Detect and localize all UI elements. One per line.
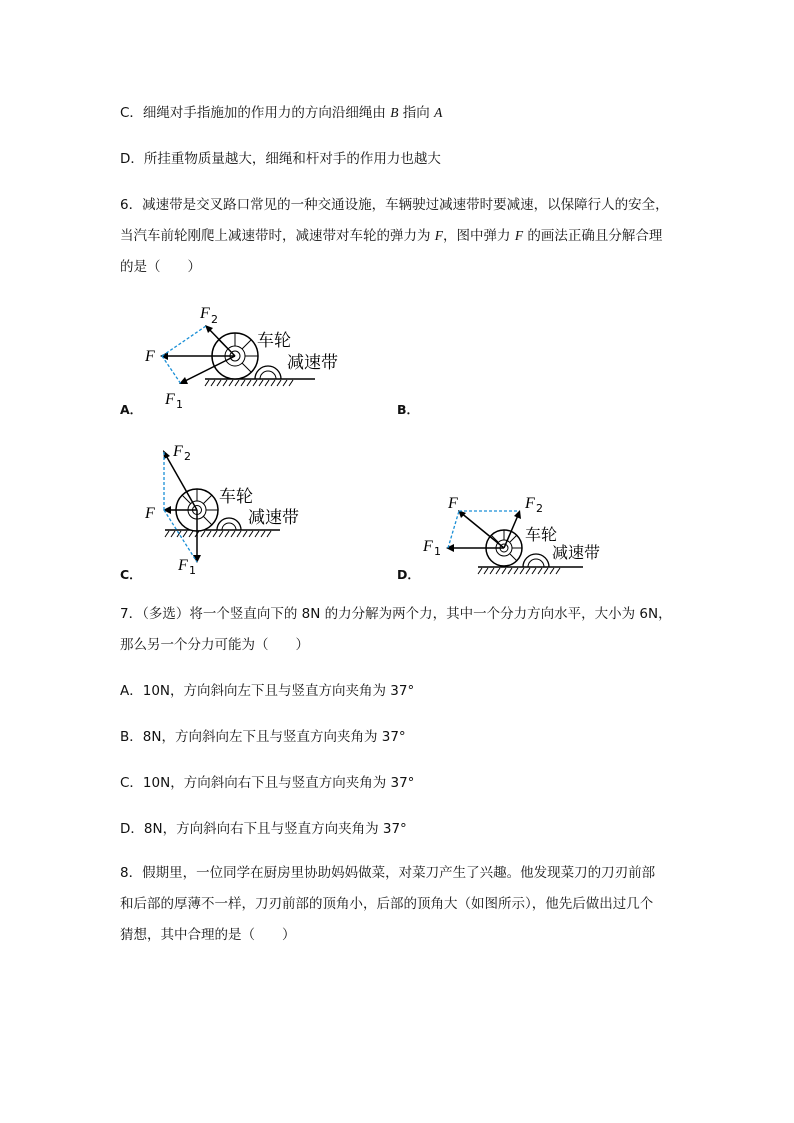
wheel-label: 车轮	[219, 487, 253, 507]
speed-bump-label: 减速带	[552, 543, 601, 562]
q6-stem-line2-mid: ，图中弹力	[443, 228, 515, 244]
q7-stem-line2: 那么另一个分力可能为（ ）	[120, 637, 309, 653]
force-f1-subscript: 1	[189, 564, 196, 577]
force-f1-subscript: 1	[434, 545, 441, 558]
force-f2-label: F	[173, 443, 183, 460]
force-f2-subscript: 2	[536, 502, 543, 515]
q6-stem-line2	[120, 227, 662, 245]
force-f-label: F	[145, 505, 155, 522]
q5-option-c-text: C．细绳对手指施加的作用力的方向沿细绳由	[120, 105, 391, 121]
force-f2-subscript: 2	[211, 313, 218, 326]
q6-option-a-label: A．	[120, 402, 143, 417]
figure-a	[135, 298, 365, 408]
q5-option-d: D．所挂重物质量越大，细绳和杆对手的作用力也越大	[120, 151, 441, 167]
figure-c	[135, 432, 335, 577]
q7-option-d: D．8N，方向斜向右下且与竖直方向夹角为 37°	[120, 821, 407, 837]
q8-stem-line1: 8．假期里，一位同学在厨房里协助妈妈做菜，对菜刀产生了兴趣。他发现菜刀的刀刃前部	[120, 865, 656, 881]
force-f1-label: F	[423, 538, 433, 555]
q6-stem-line2-pre: 当汽车前轮刚爬上减速带时，减速带对车轮的弹力为	[120, 228, 435, 244]
q6-stem-line3: 的是（ ）	[120, 259, 201, 275]
q6-option-c-label: C．	[120, 567, 142, 582]
force-f1-label: F	[165, 391, 175, 408]
q6-option-d-label: D．	[397, 567, 420, 582]
q6-stem-line2-post: 的画法正确且分解合理	[523, 228, 663, 244]
force-f-label: F	[448, 495, 458, 512]
figure-d	[418, 488, 618, 578]
q6-option-b-label: B．	[397, 402, 420, 417]
force-f-label: F	[145, 348, 155, 365]
q7-stem-line1: 7．（多选）将一个竖直向下的 8N 的力分解为两个力，其中一个分力方向水平，大小为 6N，	[120, 606, 672, 622]
q7-option-b: B．8N，方向斜向左下且与竖直方向夹角为 37°	[120, 729, 406, 745]
q7-option-a: A．10N，方向斜向左下且与竖直方向夹角为 37°	[120, 683, 415, 699]
force-f1-label: F	[178, 557, 188, 574]
force-f2-label: F	[525, 495, 535, 512]
speed-bump-label: 减速带	[287, 353, 338, 373]
q5-option-c	[120, 104, 442, 122]
force-f-var-2: F	[514, 228, 524, 243]
q8-stem-line3: 猜想，其中合理的是（ ）	[120, 927, 296, 943]
q5-option-c-mid: 指向	[398, 105, 435, 121]
point-b-label: B	[390, 105, 399, 120]
speed-bump-label: 减速带	[248, 508, 299, 528]
wheel-label: 车轮	[525, 525, 558, 544]
force-f1-subscript: 1	[176, 398, 183, 408]
q8-stem-line2: 和后部的厚薄不一样，刀刃前部的顶角小，后部的顶角大（如图所示），他先后做出过几个	[120, 896, 654, 912]
q6-stem-line1: 6．减速带是交叉路口常见的一种交通设施，车辆驶过减速带时要减速，以保障行人的安全，	[120, 197, 669, 213]
wheel-label: 车轮	[257, 331, 291, 351]
force-f-var: F	[434, 228, 444, 243]
force-f2-label: F	[200, 305, 210, 322]
force-f2-subscript: 2	[184, 450, 191, 463]
q7-option-c: C．10N，方向斜向右下且与竖直方向夹角为 37°	[120, 775, 415, 791]
point-a-label: A	[434, 105, 443, 120]
